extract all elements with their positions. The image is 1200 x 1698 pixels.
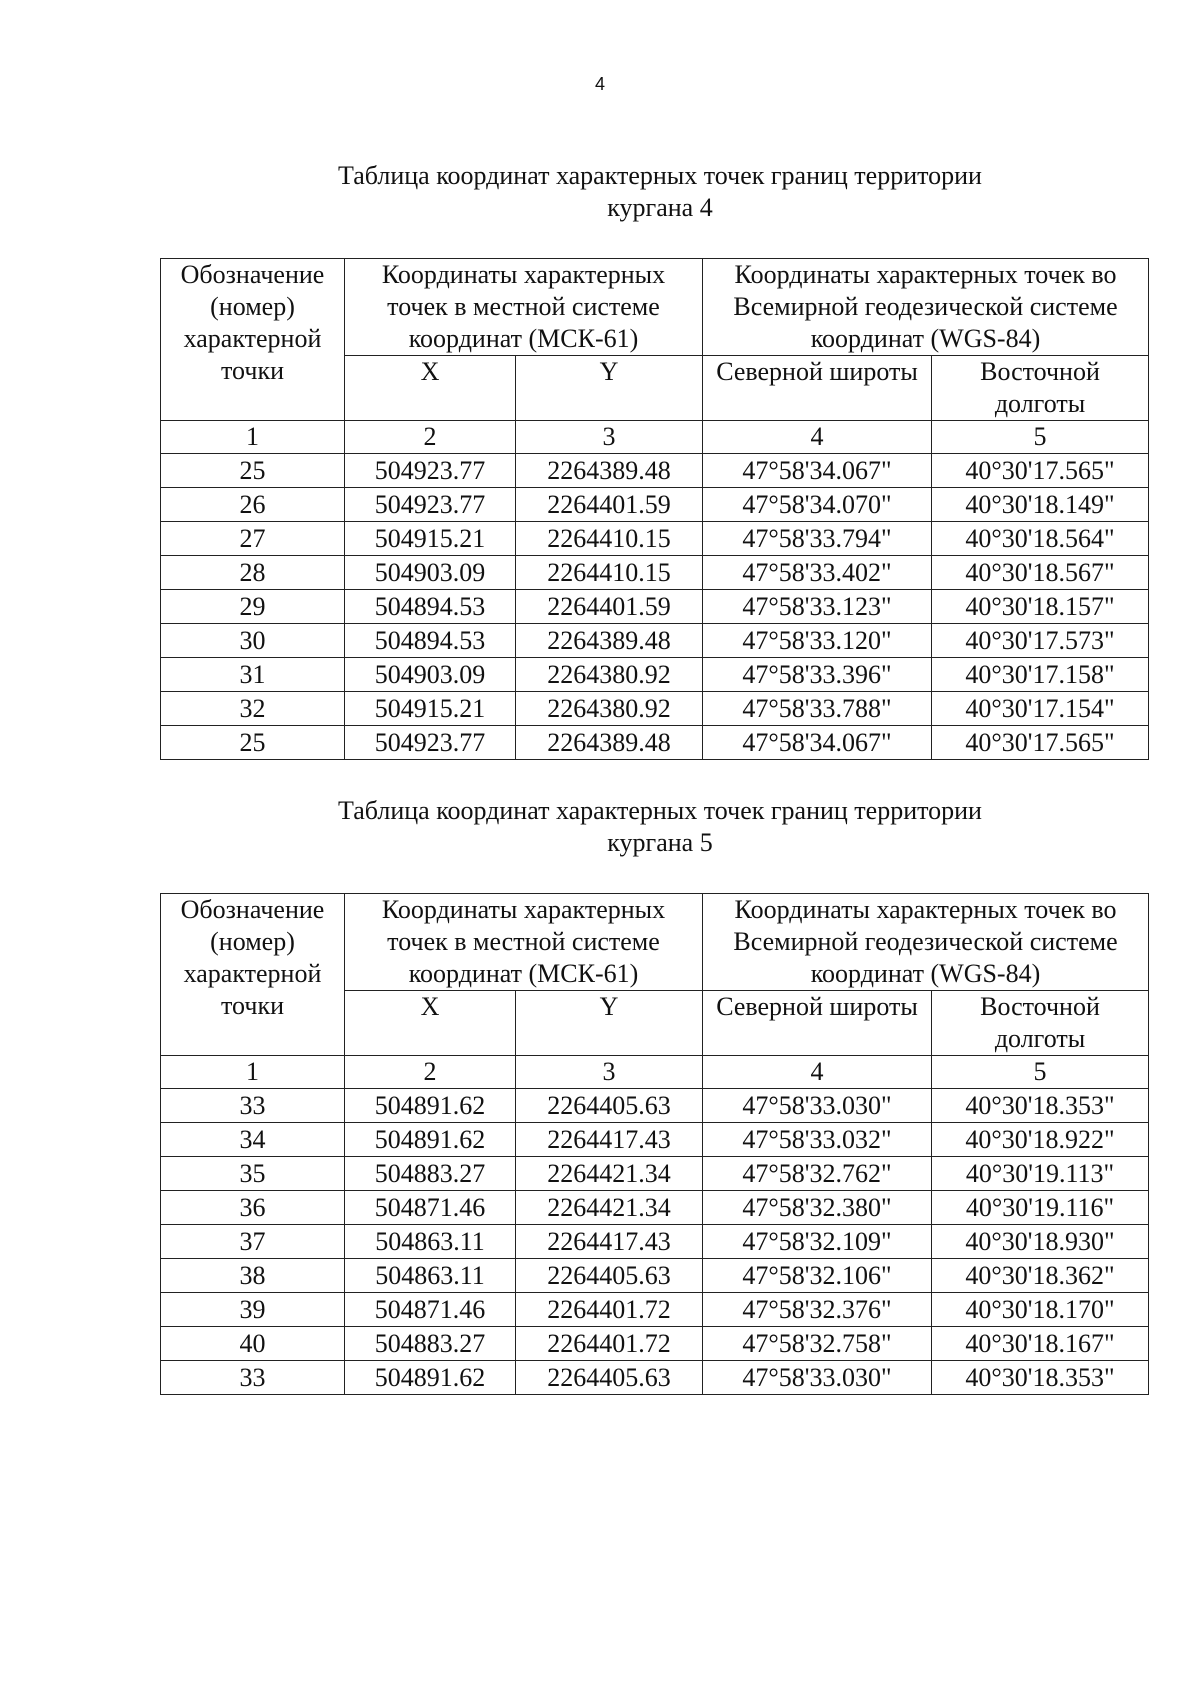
header-wgs84-group: Координаты характерных точек во Всемирной геодезической системе координат (WGS-84) <box>703 259 1149 356</box>
coordinates-table-kurgan-5 <box>160 893 1149 1395</box>
column-number: 2 <box>345 421 516 454</box>
y-coordinate-cell: 2264417.43 <box>516 1123 703 1157</box>
point-number-cell: 39 <box>161 1293 345 1327</box>
point-number-cell: 31 <box>161 658 345 692</box>
x-coordinate-cell: 504923.77 <box>345 454 516 488</box>
point-number-cell: 25 <box>161 726 345 760</box>
table-title-line2: кургана 5 <box>607 828 713 857</box>
x-coordinate-cell: 504894.53 <box>345 590 516 624</box>
header-msk61-group: Координаты характерных точек в местной системе координат (МСК-61) <box>345 894 703 991</box>
point-number-cell: 35 <box>161 1157 345 1191</box>
header-point-designation: Обозначение (номер) характерной точки <box>161 259 345 421</box>
point-number-cell: 28 <box>161 556 345 590</box>
header-longitude: Восточной долготы <box>932 356 1149 421</box>
y-coordinate-cell: 2264389.48 <box>516 454 703 488</box>
column-number: 1 <box>161 421 345 454</box>
column-number: 4 <box>703 421 932 454</box>
header-x: X <box>345 356 516 421</box>
x-coordinate-cell: 504923.77 <box>345 726 516 760</box>
table-row <box>161 1225 1149 1259</box>
table-body <box>161 454 1149 760</box>
point-number-cell: 40 <box>161 1327 345 1361</box>
longitude-cell: 40°30'18.170" <box>932 1293 1149 1327</box>
longitude-cell: 40°30'17.573" <box>932 624 1149 658</box>
table-row <box>161 1293 1149 1327</box>
point-number-cell: 25 <box>161 454 345 488</box>
column-numbers-row <box>161 1056 1149 1089</box>
header-row <box>161 259 1149 356</box>
longitude-cell: 40°30'18.922" <box>932 1123 1149 1157</box>
table-row <box>161 488 1149 522</box>
latitude-cell: 47°58'34.067" <box>703 726 932 760</box>
column-number: 1 <box>161 1056 345 1089</box>
point-number-cell: 36 <box>161 1191 345 1225</box>
y-coordinate-cell: 2264421.34 <box>516 1191 703 1225</box>
latitude-cell: 47°58'32.762" <box>703 1157 932 1191</box>
x-coordinate-cell: 504915.21 <box>345 522 516 556</box>
longitude-cell: 40°30'18.353" <box>932 1361 1149 1395</box>
header-x: X <box>345 991 516 1056</box>
x-coordinate-cell: 504871.46 <box>345 1191 516 1225</box>
table-row <box>161 658 1149 692</box>
x-coordinate-cell: 504863.11 <box>345 1259 516 1293</box>
x-coordinate-cell: 504903.09 <box>345 658 516 692</box>
point-number-cell: 37 <box>161 1225 345 1259</box>
point-number-cell: 29 <box>161 590 345 624</box>
latitude-cell: 47°58'32.106" <box>703 1259 932 1293</box>
table-title-line1: Таблица координат характерных точек границ территории <box>338 161 982 190</box>
header-row <box>161 894 1149 991</box>
table-row <box>161 454 1149 488</box>
coordinates-table-kurgan-4 <box>160 258 1149 760</box>
y-coordinate-cell: 2264417.43 <box>516 1225 703 1259</box>
x-coordinate-cell: 504903.09 <box>345 556 516 590</box>
header-wgs84-group: Координаты характерных точек во Всемирной геодезической системе координат (WGS-84) <box>703 894 1149 991</box>
longitude-cell: 40°30'18.567" <box>932 556 1149 590</box>
longitude-cell: 40°30'17.565" <box>932 726 1149 760</box>
x-coordinate-cell: 504891.62 <box>345 1089 516 1123</box>
latitude-cell: 47°58'32.376" <box>703 1293 932 1327</box>
latitude-cell: 47°58'33.123" <box>703 590 932 624</box>
latitude-cell: 47°58'33.402" <box>703 556 932 590</box>
y-coordinate-cell: 2264410.15 <box>516 556 703 590</box>
point-number-cell: 38 <box>161 1259 345 1293</box>
point-number-cell: 32 <box>161 692 345 726</box>
latitude-cell: 47°58'33.396" <box>703 658 932 692</box>
x-coordinate-cell: 504915.21 <box>345 692 516 726</box>
table-row <box>161 1123 1149 1157</box>
longitude-cell: 40°30'19.113" <box>932 1157 1149 1191</box>
y-coordinate-cell: 2264405.63 <box>516 1259 703 1293</box>
latitude-cell: 47°58'33.788" <box>703 692 932 726</box>
table-title-line2: кургана 4 <box>607 193 713 222</box>
point-number-cell: 27 <box>161 522 345 556</box>
y-coordinate-cell: 2264401.59 <box>516 590 703 624</box>
table-row <box>161 1327 1149 1361</box>
y-coordinate-cell: 2264380.92 <box>516 692 703 726</box>
x-coordinate-cell: 504863.11 <box>345 1225 516 1259</box>
latitude-cell: 47°58'34.070" <box>703 488 932 522</box>
column-number: 3 <box>516 421 703 454</box>
table-title-kurgan-4 <box>160 160 1160 224</box>
table-title-kurgan-5 <box>160 795 1160 859</box>
longitude-cell: 40°30'17.154" <box>932 692 1149 726</box>
latitude-cell: 47°58'33.032" <box>703 1123 932 1157</box>
table-title-line1: Таблица координат характерных точек границ территории <box>338 796 982 825</box>
latitude-cell: 47°58'33.794" <box>703 522 932 556</box>
latitude-cell: 47°58'32.109" <box>703 1225 932 1259</box>
header-y: Y <box>516 991 703 1056</box>
column-number: 3 <box>516 1056 703 1089</box>
longitude-cell: 40°30'17.158" <box>932 658 1149 692</box>
y-coordinate-cell: 2264401.59 <box>516 488 703 522</box>
table-row <box>161 590 1149 624</box>
column-numbers-row <box>161 421 1149 454</box>
longitude-cell: 40°30'17.565" <box>932 454 1149 488</box>
y-coordinate-cell: 2264410.15 <box>516 522 703 556</box>
table-body <box>161 1089 1149 1395</box>
y-coordinate-cell: 2264421.34 <box>516 1157 703 1191</box>
y-coordinate-cell: 2264405.63 <box>516 1361 703 1395</box>
table-row <box>161 1361 1149 1395</box>
column-number: 5 <box>932 1056 1149 1089</box>
table-row <box>161 522 1149 556</box>
longitude-cell: 40°30'19.116" <box>932 1191 1149 1225</box>
x-coordinate-cell: 504891.62 <box>345 1123 516 1157</box>
longitude-cell: 40°30'18.564" <box>932 522 1149 556</box>
x-coordinate-cell: 504894.53 <box>345 624 516 658</box>
point-number-cell: 33 <box>161 1361 345 1395</box>
latitude-cell: 47°58'33.030" <box>703 1361 932 1395</box>
column-number: 4 <box>703 1056 932 1089</box>
table-row <box>161 1157 1149 1191</box>
header-latitude: Северной широты <box>703 356 932 421</box>
y-coordinate-cell: 2264389.48 <box>516 624 703 658</box>
x-coordinate-cell: 504891.62 <box>345 1361 516 1395</box>
header-longitude: Восточной долготы <box>932 991 1149 1056</box>
latitude-cell: 47°58'34.067" <box>703 454 932 488</box>
point-number-cell: 34 <box>161 1123 345 1157</box>
x-coordinate-cell: 504871.46 <box>345 1293 516 1327</box>
table-row <box>161 1089 1149 1123</box>
table-row <box>161 556 1149 590</box>
longitude-cell: 40°30'18.167" <box>932 1327 1149 1361</box>
y-coordinate-cell: 2264405.63 <box>516 1089 703 1123</box>
table-row <box>161 692 1149 726</box>
y-coordinate-cell: 2264401.72 <box>516 1327 703 1361</box>
header-y: Y <box>516 356 703 421</box>
y-coordinate-cell: 2264380.92 <box>516 658 703 692</box>
header-msk61-group: Координаты характерных точек в местной системе координат (МСК-61) <box>345 259 703 356</box>
latitude-cell: 47°58'33.030" <box>703 1089 932 1123</box>
longitude-cell: 40°30'18.353" <box>932 1089 1149 1123</box>
longitude-cell: 40°30'18.362" <box>932 1259 1149 1293</box>
header-point-designation: Обозначение (номер) характерной точки <box>161 894 345 1056</box>
page-number: 4 <box>594 74 605 94</box>
point-number-cell: 26 <box>161 488 345 522</box>
latitude-cell: 47°58'32.380" <box>703 1191 932 1225</box>
y-coordinate-cell: 2264389.48 <box>516 726 703 760</box>
table-row <box>161 726 1149 760</box>
x-coordinate-cell: 504883.27 <box>345 1157 516 1191</box>
table-row <box>161 1259 1149 1293</box>
y-coordinate-cell: 2264401.72 <box>516 1293 703 1327</box>
x-coordinate-cell: 504923.77 <box>345 488 516 522</box>
longitude-cell: 40°30'18.930" <box>932 1225 1149 1259</box>
latitude-cell: 47°58'32.758" <box>703 1327 932 1361</box>
longitude-cell: 40°30'18.157" <box>932 590 1149 624</box>
table-row <box>161 1191 1149 1225</box>
point-number-cell: 30 <box>161 624 345 658</box>
column-number: 5 <box>932 421 1149 454</box>
longitude-cell: 40°30'18.149" <box>932 488 1149 522</box>
table-row <box>161 624 1149 658</box>
column-number: 2 <box>345 1056 516 1089</box>
header-latitude: Северной широты <box>703 991 932 1056</box>
point-number-cell: 33 <box>161 1089 345 1123</box>
latitude-cell: 47°58'33.120" <box>703 624 932 658</box>
x-coordinate-cell: 504883.27 <box>345 1327 516 1361</box>
